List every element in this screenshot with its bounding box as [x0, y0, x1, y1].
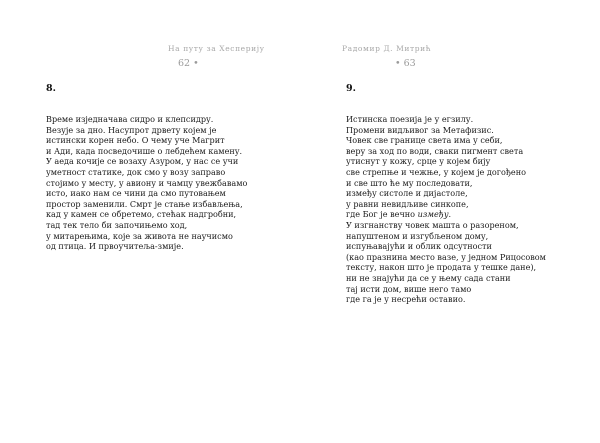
poem-line-right: и све што ће му последовати, — [346, 177, 473, 188]
running-head-left: На путу за Хесперију — [168, 44, 265, 53]
poem-text-left — [46, 114, 247, 252]
poem-line-right: где га је у несрећи оставио. — [346, 294, 466, 305]
poem-line-left: Време изједначава сидро и клепсидру. — [46, 114, 214, 124]
poem-number-right: 9. — [346, 83, 356, 94]
poem-line-right: тексту, након што је продата у тешке дане), — [346, 262, 537, 273]
poem-line-left: од птица. И првоучитеља-змије. — [46, 241, 184, 252]
poem-line-left: уметност статике, док смо у возу заправо — [46, 166, 226, 177]
poem-line-right: испуњавајући и облик одсутности — [346, 241, 492, 252]
poem-line-left: стојимо у месту, у авиону и чамцу увежбавамо — [46, 177, 248, 188]
poem-line-left: Везује за дно. Насупрот дрвету којем је — [46, 124, 217, 135]
poem-line-left: простор заменили. Смрт је стање избављења, — [46, 198, 243, 209]
poem-line-right: Човек све границе света има у себи, — [346, 135, 503, 146]
poem-number-left: 8. — [46, 83, 56, 94]
poem-line-left: исто, иако нам се чини да смо путовањем — [46, 188, 226, 199]
poem-line-right: У изгнанству човек машта о разореном, — [346, 219, 519, 230]
page-number-left: 62 • — [178, 58, 199, 69]
poem-line-right: у равни невидљиве синкопе, — [346, 198, 469, 209]
running-head-right: Радомир Д. Митрић — [342, 44, 432, 53]
poem-line-right: између систоле и дијастоле, — [346, 188, 468, 199]
italic-word: између — [417, 209, 449, 220]
poem-line-right: утиснут у кожу, срце у којем бију — [346, 156, 491, 167]
poem-line-right: где Бог је вечно између. — [346, 209, 452, 220]
poem-line-right: веру за ход по води, сваки пигмент света — [346, 145, 524, 156]
poem-line-right: напуштеном и изгубљеном дому, — [346, 230, 489, 241]
right-page — [300, 0, 600, 443]
poem-line-right: Истинска поезија је у егзилу. — [346, 114, 474, 124]
poem-line-left: и Ади, када посведочише о лебдећем камену. — [46, 145, 243, 156]
poem-line-right: ни не знајући да се у њему сада стани — [346, 272, 511, 283]
poem-line-right: Промени видљивог за Метафизис. — [346, 124, 494, 135]
poem-line-left: истински корен небо. О чему уче Магрит — [46, 135, 225, 146]
poem-line-left: У аеда кочије се возаху Азуром, у нас се учи — [46, 156, 239, 167]
poem-line-left: у митарењима, које за живота не научисмо — [46, 230, 233, 241]
poem-line-right: (као празнина место вазе, у једном Рицосовом — [346, 251, 546, 262]
page-number-right: • 63 — [395, 58, 416, 69]
poem-line-right: тај исти дом, више него тамо — [346, 283, 472, 294]
poem-line-left: кад у камен се обретемо, стећак надгробни, — [46, 209, 237, 220]
poem-line-left: тад тек тело би започињемо ход, — [46, 219, 188, 230]
poem-text-right — [346, 114, 546, 305]
poem-line-right: све стрепње и чежње, у којем је догођено — [346, 166, 526, 177]
